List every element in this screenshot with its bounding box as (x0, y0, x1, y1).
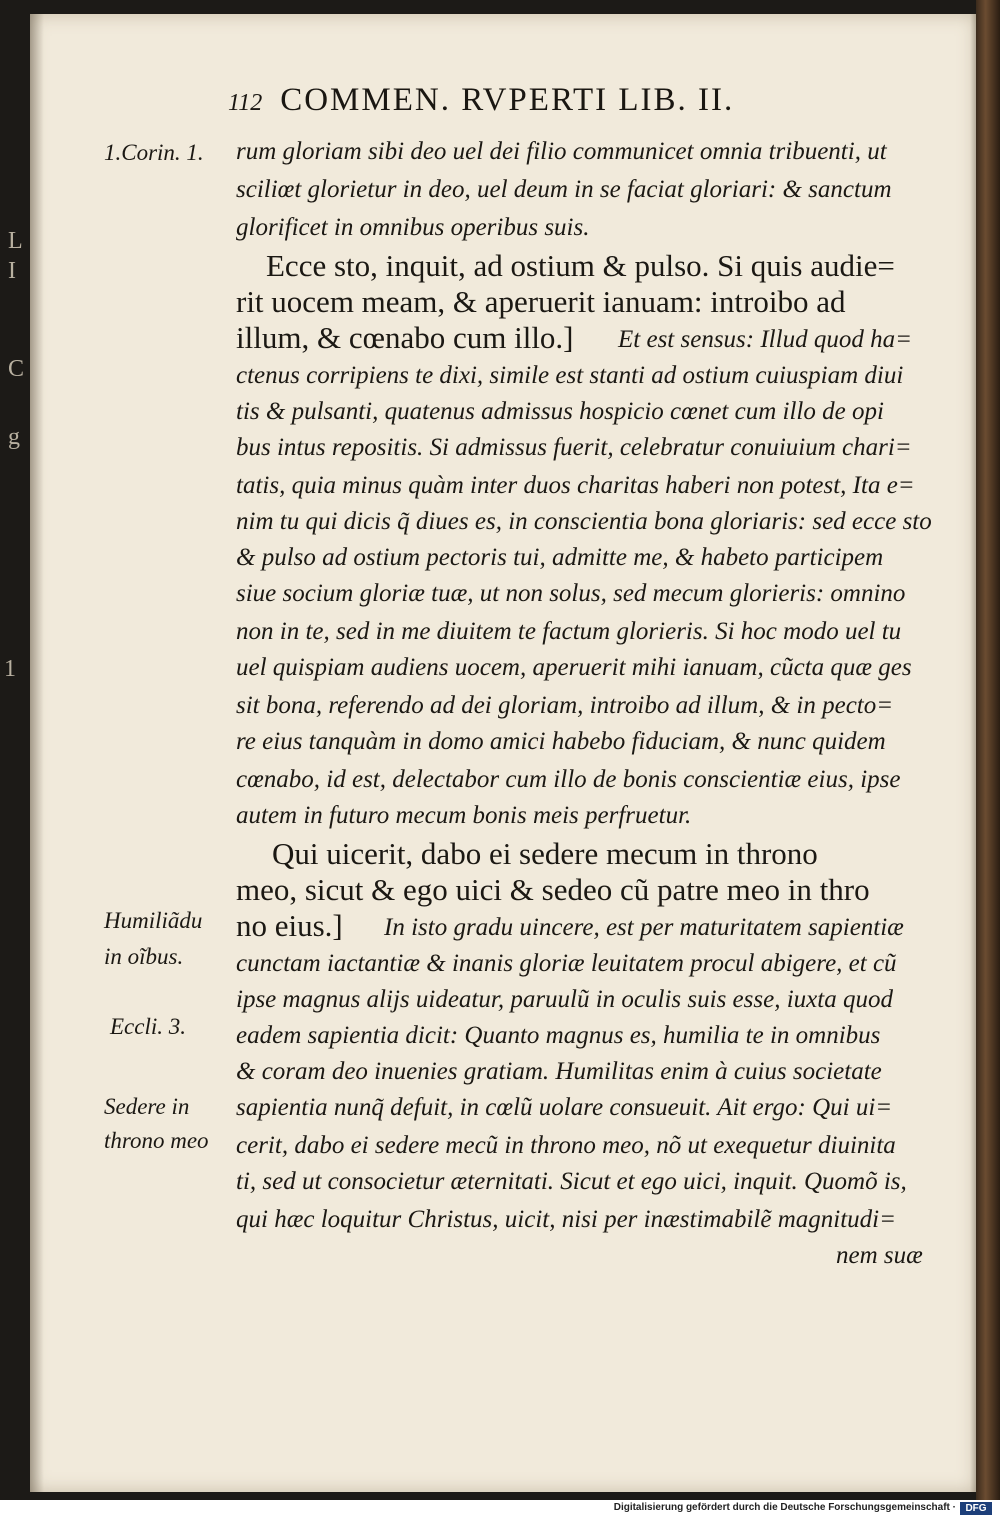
running-title: COMMEN. RVPERTI LIB. II. (280, 82, 735, 118)
dfg-logo: DFG (960, 1502, 992, 1515)
text-line-lemma: Qui uicerit, dabo ei sedere mecum in throno (272, 836, 818, 871)
text-line: sit bona, referendo ad dei gloriam, introibo ad illum, & in pecto= (236, 692, 894, 719)
text-line: glorificet in omnibus operibus suis. (236, 214, 590, 241)
text-line: nim tu qui dicis q̃ diues es, in conscientia bona gloriaris: sed ecce sto (236, 508, 932, 535)
text-line: tis & pulsanti, quatenus admissus hospicio cœnet cum illo de opi (236, 398, 884, 425)
text-line: cœnabo, id est, delectabor cum illo de bonis conscientiæ eius, ipse (236, 766, 901, 793)
text-line: ipse magnus alijs uideatur, paruulũ in oculis suis esse, iuxta quod (236, 986, 893, 1013)
digitization-credit: Digitalisierung gefördert durch die Deutsche Forschungsgemeinschaft · (613, 1502, 956, 1513)
text-line: & pulso ad ostium pectoris tui, admitte me, & habeto participem (236, 544, 884, 571)
bleed-through-letter: C (8, 356, 25, 382)
text-line-lemma: illum, & cœnabo cum illo.] (236, 320, 574, 355)
bleed-through-letter: 1 (4, 656, 16, 682)
text-line-lemma: Ecce sto, inquit, ad ostium & pulso. Si quis audie= (266, 248, 895, 283)
text-line: qui hæc loquitur Christus, uicit, nisi per inæstimabilẽ magnitudi= (236, 1206, 896, 1233)
marginal-note: in oĩbus. (104, 944, 184, 969)
page-edge-shadow (970, 14, 976, 1492)
text-line: tatis, quia minus quàm inter duos charitas haberi non potest, Ita e= (236, 472, 915, 499)
marginal-note: throno meo (104, 1128, 209, 1153)
text-line: rum gloriam sibi deo uel dei filio communicet omnia tribuenti, ut (236, 138, 887, 165)
catchword-line: nem suæ (836, 1242, 923, 1269)
text-line: ctenus corripiens te dixi, simile est stanti ad ostium cuiuspiam diui (236, 362, 904, 389)
text-line: re eius tanquàm in domo amici habebo fiduciam, & nunc quidem (236, 728, 886, 755)
bleed-through-letter: g (8, 424, 20, 450)
text-line: autem in futuro mecum bonis meis perfruetur. (236, 802, 692, 829)
text-line: ti, sed ut consocietur æternitati. Sicut et ego uici, inquit. Quomõ is, (236, 1168, 907, 1195)
text-line-lemma: meo, sicut & ego uici & sedeo cũ patre meo in thro (236, 872, 870, 907)
gutter-shadow (30, 14, 44, 1492)
text-line: In isto gradu uincere, est per maturitatem sapientiæ (384, 914, 904, 941)
page-number: 112 (228, 90, 263, 116)
text-line: cunctam iactantiæ & inanis gloriæ leuitatem procul abigere, et cũ (236, 950, 897, 977)
marginal-note: Humiliãdu (104, 908, 203, 933)
marginal-note: Eccli. 3. (110, 1014, 186, 1039)
text-line: bus intus repositis. Si admissus fuerit, celebratur conuiuium chari= (236, 434, 912, 461)
marginal-note: Sedere in (104, 1094, 190, 1119)
text-line: cerit, dabo ei sedere mecũ in throno meo, nõ ut exequetur diuinita (236, 1132, 896, 1159)
running-header (228, 82, 888, 122)
text-line: siue socium gloriæ tuæ, ut non solus, sed mecum glorieris: omnino (236, 580, 906, 607)
bleed-through-letter: L (8, 228, 23, 254)
text-line: sapientia nunq̃ defuit, in cœlũ uolare consueuit. Ait ergo: Qui ui= (236, 1094, 893, 1121)
marginal-note: 1.Corin. 1. (104, 140, 204, 165)
bleed-through-letter: I (8, 258, 16, 284)
text-line: non in te, sed in me diuitem te factum glorieris. Si hoc modo uel tu (236, 618, 902, 645)
text-line: uel quispiam audiens uocem, aperuerit mihi ianuam, cũcta quæ ges (236, 654, 912, 681)
text-line: eadem sapientia dicit: Quanto magnus es, humilia te in omnibus (236, 1022, 881, 1049)
text-line: Et est sensus: Illud quod ha= (618, 326, 912, 353)
text-line-lemma: no eius.] (236, 908, 343, 943)
text-line: & coram deo inuenies gratiam. Humilitas enim à cuius societate (236, 1058, 882, 1085)
book-spine (976, 0, 1000, 1500)
text-line: sciliœt glorietur in deo, uel deum in se faciat gloriari: & sanctum (236, 176, 892, 203)
text-line-lemma: rit uocem meam, & aperuerit ianuam: introibo ad (236, 284, 846, 319)
